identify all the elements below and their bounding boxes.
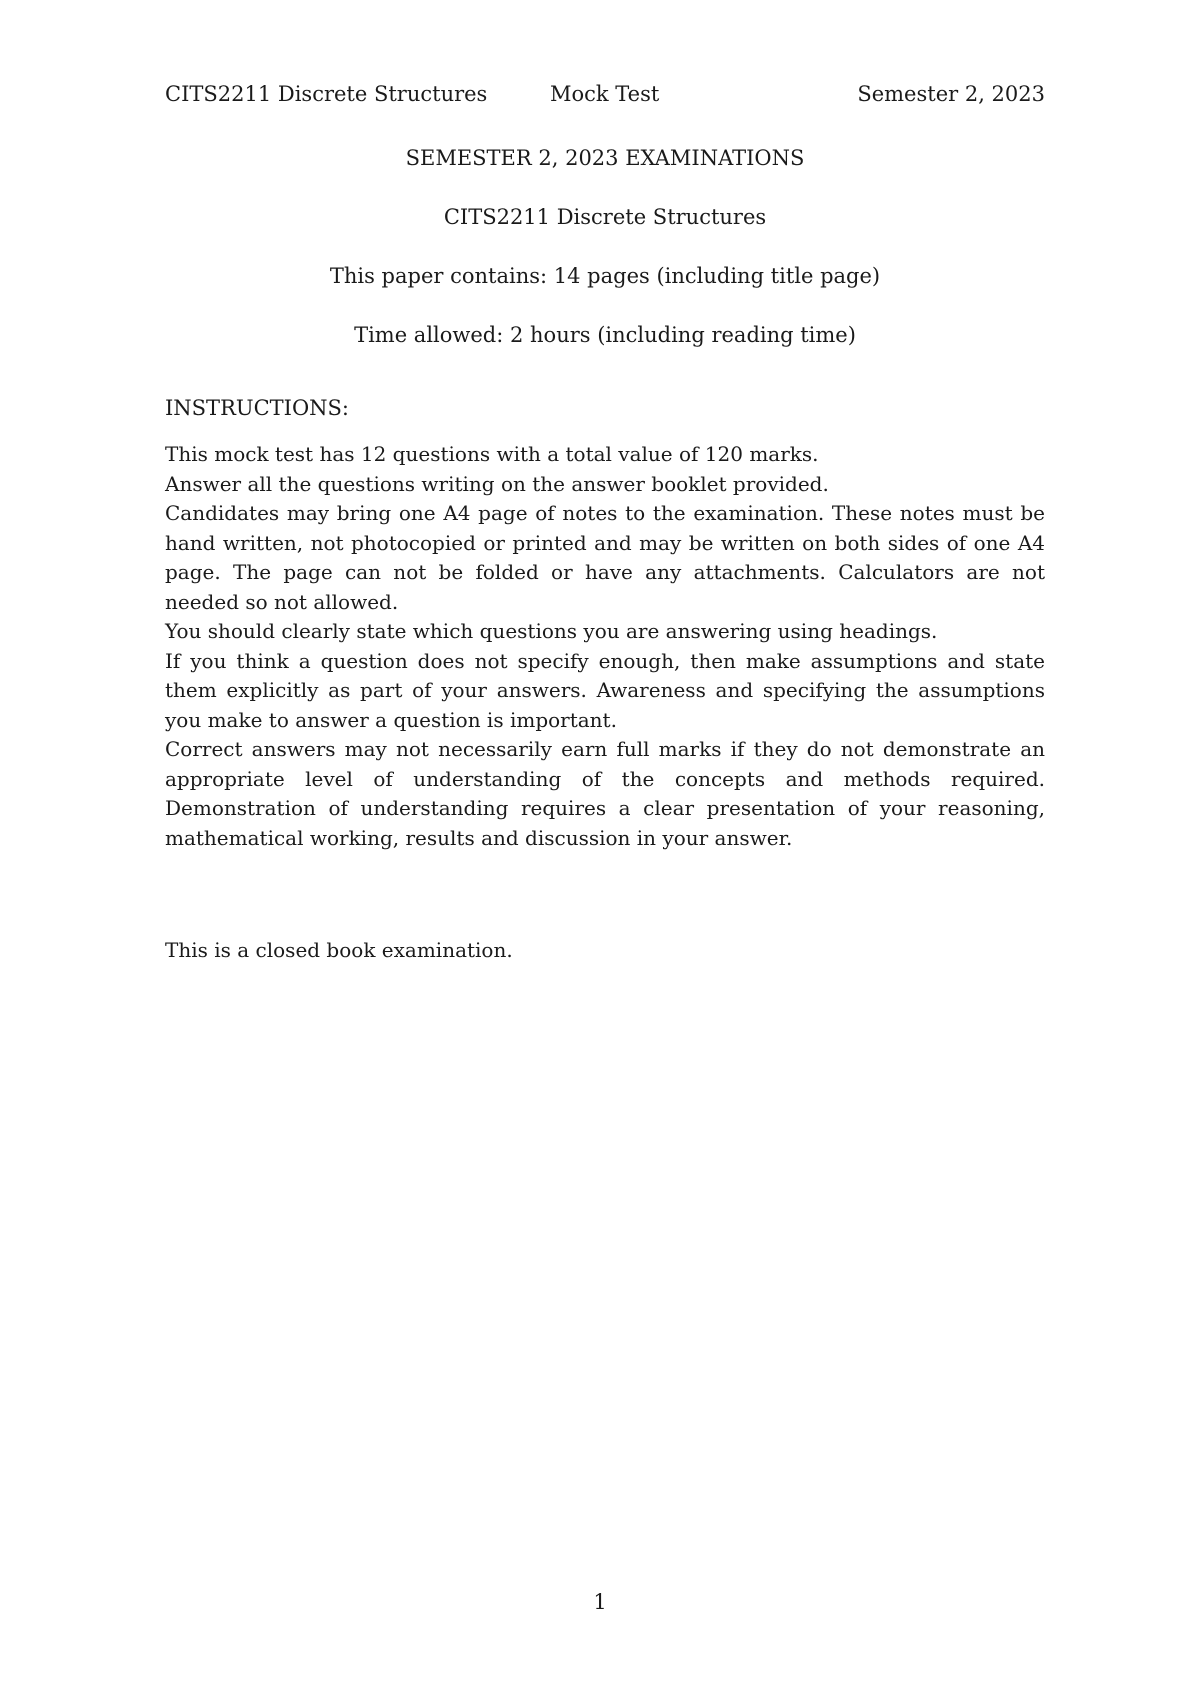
- header-semester: Semester 2, 2023: [857, 82, 1045, 106]
- instruction-paragraph: Correct answers may not necessarily earn full marks if they do not demonstrate an appropriate level of understanding of the concepts and methods required. Demonstration of understanding requires a clear presentation of your reasoning, mathematical working, results and discussion in your answer.: [165, 737, 1045, 850]
- closed-book-note: This is a closed book examination.: [165, 938, 513, 962]
- instructions-heading: INSTRUCTIONS:: [165, 396, 349, 420]
- instruction-paragraph: If you think a question does not specify enough, then make assumptions and state them explicitly as part of your answers. Awareness and specifying the assumptions you make to answer a question is important.: [165, 648, 1045, 732]
- header-test-type: Mock Test: [550, 82, 660, 106]
- header-course: CITS2211 Discrete Structures: [165, 82, 488, 106]
- instruction-paragraph: Answer all the questions writing on the answer booklet provided.: [165, 471, 829, 496]
- instructions-body: [165, 440, 1045, 853]
- instruction-paragraph: Candidates may bring one A4 page of notes to the examination. These notes must be hand written, not photocopied or printed and may be written on both sides of one A4 page. The page can not be folded or have any attachments. Calculators are not needed so not allowed.: [165, 501, 1045, 614]
- instruction-paragraph: You should clearly state which questions you are answering using headings.: [165, 619, 938, 643]
- course-title: CITS2211 Discrete Structures: [443, 205, 767, 229]
- running-header: [165, 82, 1045, 112]
- exam-title: SEMESTER 2, 2023 EXAMINATIONS: [405, 146, 805, 170]
- page-number: 1: [593, 1590, 607, 1614]
- time-allowed-line: Time allowed: 2 hours (including reading time): [354, 323, 856, 347]
- page-count-line: This paper contains: 14 pages (including title page): [329, 264, 881, 288]
- instruction-paragraph: This mock test has 12 questions with a total value of 120 marks.: [165, 442, 819, 466]
